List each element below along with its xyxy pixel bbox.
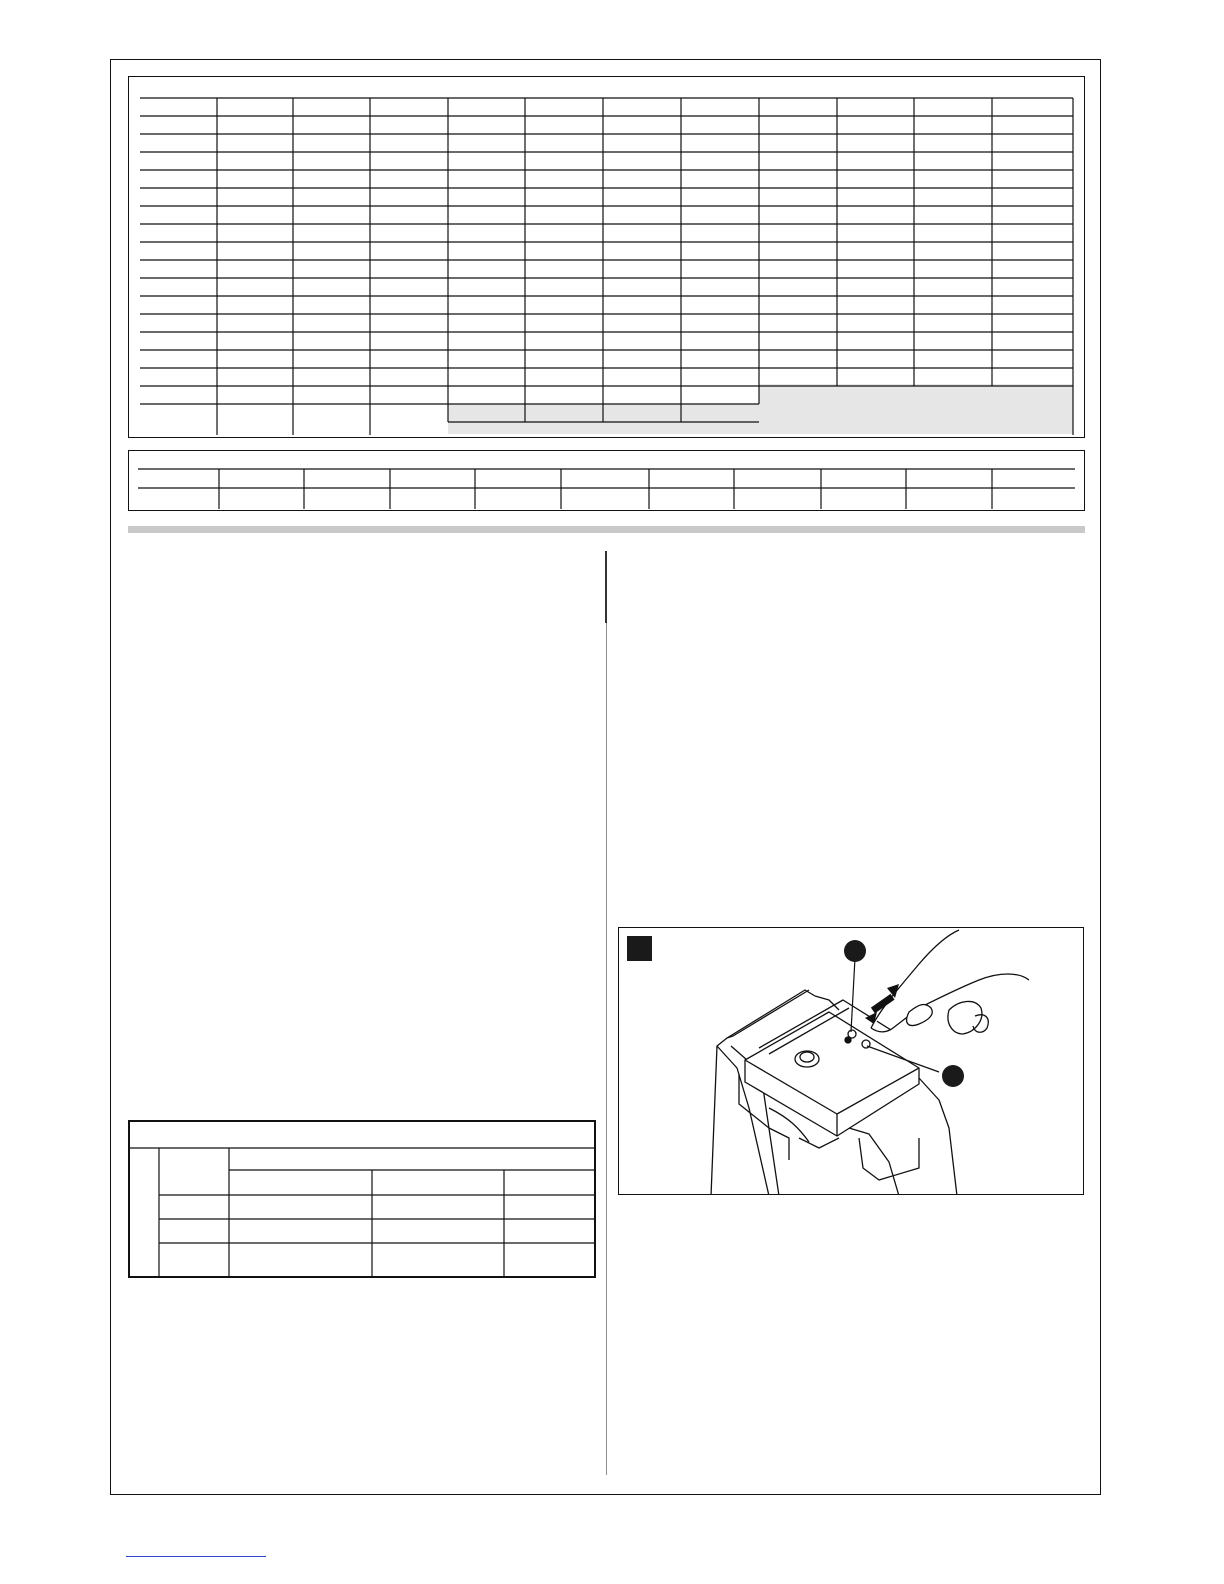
- section-divider: [128, 526, 1085, 533]
- small-table-grid: [130, 1122, 596, 1278]
- receiver-illustration: [619, 928, 1084, 1195]
- top-table-grid: [129, 77, 1086, 439]
- footer-link[interactable]: [126, 1556, 266, 1557]
- strip-table-grid: [129, 451, 1086, 512]
- column-separator-top: [605, 551, 607, 623]
- callout-2: [942, 1065, 964, 1087]
- small-table: [128, 1120, 596, 1278]
- strip-table: [128, 450, 1085, 511]
- top-table: [128, 76, 1085, 438]
- figure-receiver-module: [618, 927, 1084, 1195]
- column-separator: [606, 551, 607, 1475]
- callout-1: [844, 940, 866, 962]
